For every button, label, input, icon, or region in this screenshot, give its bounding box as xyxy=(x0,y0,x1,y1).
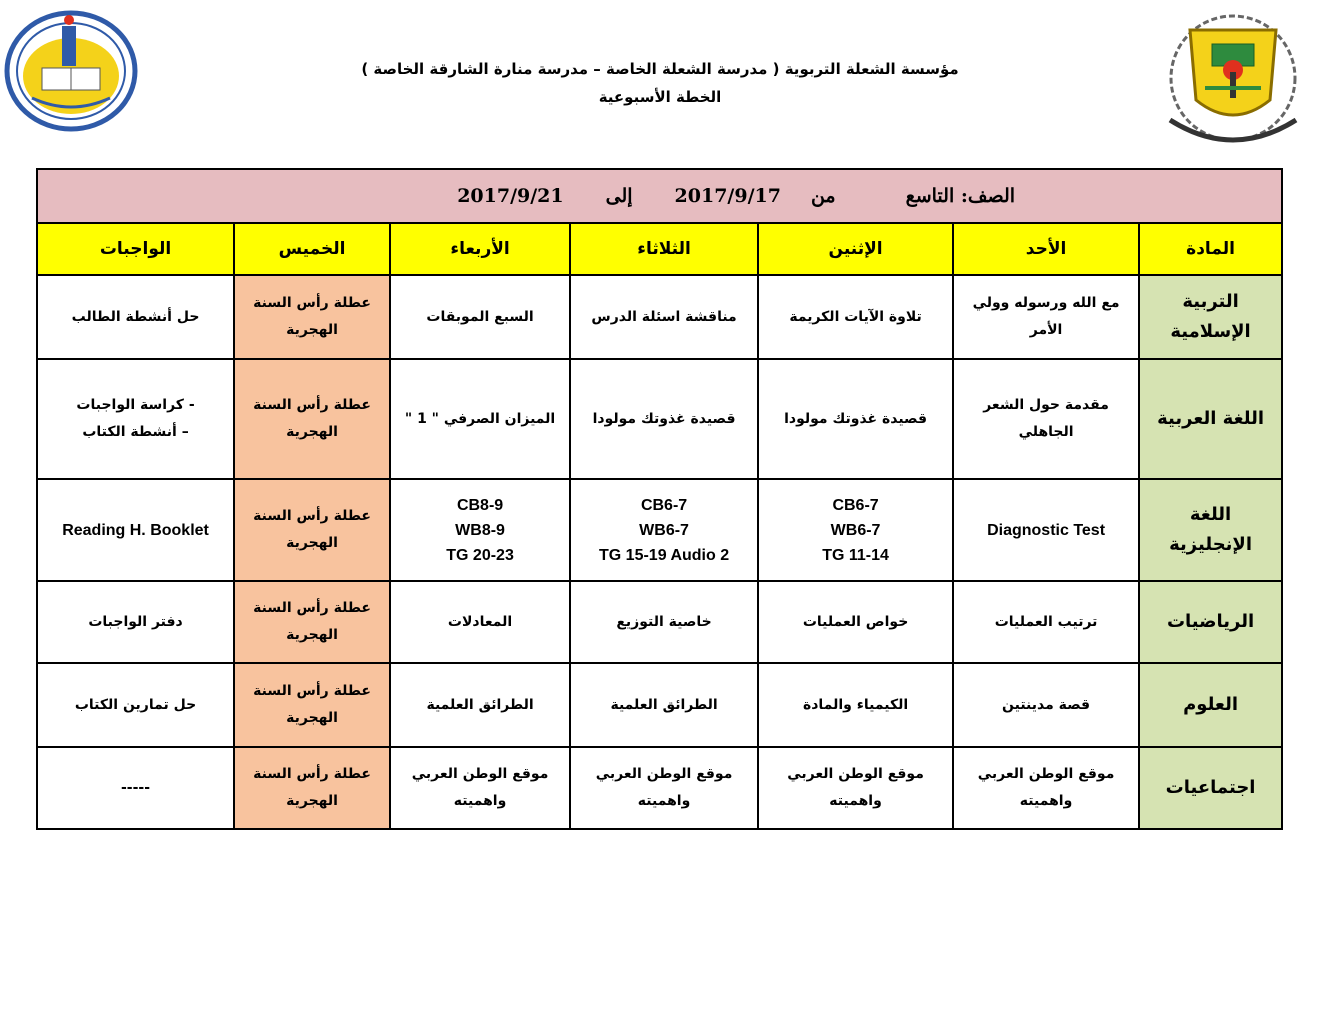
cell-text-line: Diagnostic Test xyxy=(987,521,1106,539)
cell-text-line: الهجرية xyxy=(286,793,338,809)
cell-text-line: قصيدة غذوتك مولودا xyxy=(784,410,927,427)
cell-text-line: WB6-7 xyxy=(639,521,689,539)
cell-sunday xyxy=(953,663,1139,747)
cell-text-line: عطلة رأس السنة xyxy=(253,508,371,524)
column-header-sunday: الأحد xyxy=(953,223,1139,275)
cell-text-line: الهجرية xyxy=(286,535,338,551)
cell-text-line: - كراسة الواجبات xyxy=(76,397,195,413)
cell-text-line: الطرائق العلمية xyxy=(426,696,534,713)
cell-tuesday xyxy=(570,359,758,479)
cell-text-line: TG 11-14 xyxy=(822,546,889,564)
column-header-subject: المادة xyxy=(1139,223,1282,275)
cell-text-line: تلاوة الآيات الكريمة xyxy=(789,308,922,325)
cell-text-line: السبع الموبقات xyxy=(426,308,534,325)
class-info-cell xyxy=(37,169,1282,223)
cell-text-line: قصة مدينتين xyxy=(1002,696,1091,713)
table-row xyxy=(37,275,1282,359)
cell-monday xyxy=(758,275,953,359)
cell-text-line: عطلة رأس السنة xyxy=(253,600,371,616)
cell-text-line: CB8-9 xyxy=(456,496,504,514)
cell-text-line: دفتر الواجبات xyxy=(88,613,183,630)
column-header-thursday: الخميس xyxy=(234,223,390,275)
cell-thursday xyxy=(234,663,390,747)
cell-text-line: عطلة رأس السنة xyxy=(253,683,371,699)
cell-subject xyxy=(1139,663,1282,747)
cell-text-line: واهميته xyxy=(829,793,882,809)
cell-text-line: موقع الوطن العربي xyxy=(977,766,1115,782)
cell-text-line: عطلة رأس السنة xyxy=(253,295,371,311)
institution-title: مؤسسة الشعلة التربوية ( مدرسة الشعلة الخاصة – مدرسة منارة الشارقة الخاصة ) xyxy=(361,60,959,78)
cell-wednesday xyxy=(390,747,570,829)
cell-text-line: الميزان الصرفي " 1 " xyxy=(404,410,556,427)
logo-shoula-school-icon xyxy=(1150,10,1316,158)
cell-text-line: الهجرية xyxy=(286,627,338,643)
cell-text-line: الأمر xyxy=(1029,322,1063,338)
cell-homework xyxy=(37,479,234,581)
cell-text-line: التربية xyxy=(1182,291,1239,312)
cell-text-line: TG 20-23 xyxy=(446,546,514,564)
cell-text-line: CB6-7 xyxy=(832,496,879,514)
cell-homework xyxy=(37,747,234,829)
cell-text-line: الإسلامية xyxy=(1170,321,1251,342)
cell-text-line: مقدمة حول الشعر xyxy=(983,397,1109,413)
cell-text-line: العلوم xyxy=(1183,694,1239,715)
cell-thursday xyxy=(234,275,390,359)
table-row xyxy=(37,479,1282,581)
cell-text-line: اللغة xyxy=(1189,504,1232,525)
cell-sunday xyxy=(953,359,1139,479)
cell-sunday xyxy=(953,479,1139,581)
cell-text-line: عطلة رأس السنة xyxy=(253,397,371,413)
cell-text-line: الرياضيات xyxy=(1166,611,1255,632)
cell-thursday xyxy=(234,359,390,479)
class-info-row xyxy=(37,169,1282,223)
cell-sunday xyxy=(953,747,1139,829)
weekly-plan-table xyxy=(36,168,1283,830)
cell-tuesday xyxy=(570,479,758,581)
cell-text-line: موقع الوطن العربي xyxy=(595,766,733,782)
cell-subject xyxy=(1139,581,1282,663)
cell-subject xyxy=(1139,275,1282,359)
to-date: 2017/9/21 xyxy=(457,185,564,207)
cell-text-line: الإنجليزية xyxy=(1169,534,1252,555)
plan-title: الخطة الأسبوعية xyxy=(598,88,722,106)
cell-sunday xyxy=(953,581,1139,663)
cell-wednesday xyxy=(390,663,570,747)
cell-text-line: WB6-7 xyxy=(830,521,881,539)
from-date: 2017/9/17 xyxy=(674,185,781,207)
column-header-homework: الواجبات xyxy=(37,223,234,275)
cell-text-line: عطلة رأس السنة xyxy=(253,766,371,782)
cell-text-line: موقع الوطن العربي xyxy=(411,766,549,782)
cell-text-line: اجتماعيات xyxy=(1165,777,1256,798)
cell-subject xyxy=(1139,359,1282,479)
column-header-wednesday: الأربعاء xyxy=(390,223,570,275)
cell-text-line: قصيدة غذوتك مولودا xyxy=(592,410,736,427)
cell-text-line: الهجرية xyxy=(286,322,338,338)
cell-text-line: خواص العمليات xyxy=(802,613,909,630)
cell-text-line: الهجرية xyxy=(286,710,338,726)
cell-text-line: حل أنشطة الطالب xyxy=(71,308,200,325)
cell-text-line: الكيمياء والمادة xyxy=(802,696,909,713)
cell-text-line: واهميته xyxy=(453,793,507,809)
cell-text-line: ----- xyxy=(121,779,151,796)
cell-monday xyxy=(758,747,953,829)
cell-homework xyxy=(37,275,234,359)
cell-text-line: مع الله ورسوله وولي xyxy=(972,295,1120,311)
cell-homework xyxy=(37,581,234,663)
cell-text-line: موقع الوطن العربي xyxy=(787,766,924,782)
cell-thursday xyxy=(234,581,390,663)
class-label: الصف: التاسع xyxy=(905,185,1016,207)
cell-text-line: – أنشطة الكتاب xyxy=(82,424,189,440)
cell-monday xyxy=(758,581,953,663)
cell-wednesday xyxy=(390,359,570,479)
cell-text-line: TG 15-19 Audio 2 xyxy=(599,546,730,564)
cell-text-line: WB8-9 xyxy=(455,521,505,539)
cell-text-line: خاصية التوزيع xyxy=(616,613,712,630)
cell-tuesday xyxy=(570,275,758,359)
column-header-tuesday: الثلاثاء xyxy=(570,223,758,275)
cell-text-line: CB6-7 xyxy=(640,496,688,514)
to-label: إلى xyxy=(605,185,633,207)
cell-text-line: الجاهلي xyxy=(1018,424,1074,440)
cell-wednesday xyxy=(390,581,570,663)
cell-wednesday xyxy=(390,479,570,581)
table-row xyxy=(37,581,1282,663)
cell-wednesday xyxy=(390,275,570,359)
table-row xyxy=(37,747,1282,829)
cell-tuesday xyxy=(570,581,758,663)
cell-monday xyxy=(758,359,953,479)
cell-text-line: المعادلات xyxy=(447,613,513,630)
table-row xyxy=(37,663,1282,747)
cell-tuesday xyxy=(570,747,758,829)
table-row xyxy=(37,359,1282,479)
cell-text-line: ترتيب العمليات xyxy=(994,613,1098,630)
from-label: من xyxy=(810,185,836,207)
cell-homework xyxy=(37,663,234,747)
cell-text-line: الهجرية xyxy=(286,424,338,440)
cell-text-line: Reading H. Booklet xyxy=(62,521,209,539)
column-header-row xyxy=(37,223,1282,275)
cell-homework xyxy=(37,359,234,479)
cell-text-line: الطرائق العلمية xyxy=(610,696,718,713)
cell-text-line: واهميته xyxy=(637,793,691,809)
cell-thursday xyxy=(234,747,390,829)
cell-subject xyxy=(1139,479,1282,581)
cell-thursday xyxy=(234,479,390,581)
cell-text-line: اللغة العربية xyxy=(1157,408,1265,429)
column-header-monday: الإثنين xyxy=(758,223,953,275)
cell-tuesday xyxy=(570,663,758,747)
cell-sunday xyxy=(953,275,1139,359)
cell-subject xyxy=(1139,747,1282,829)
cell-monday xyxy=(758,479,953,581)
cell-text-line: حل تمارين الكتاب xyxy=(74,696,197,713)
cell-text-line: مناقشة اسئلة الدرس xyxy=(591,308,737,325)
cell-text-line: واهميته xyxy=(1019,793,1073,809)
cell-monday xyxy=(758,663,953,747)
